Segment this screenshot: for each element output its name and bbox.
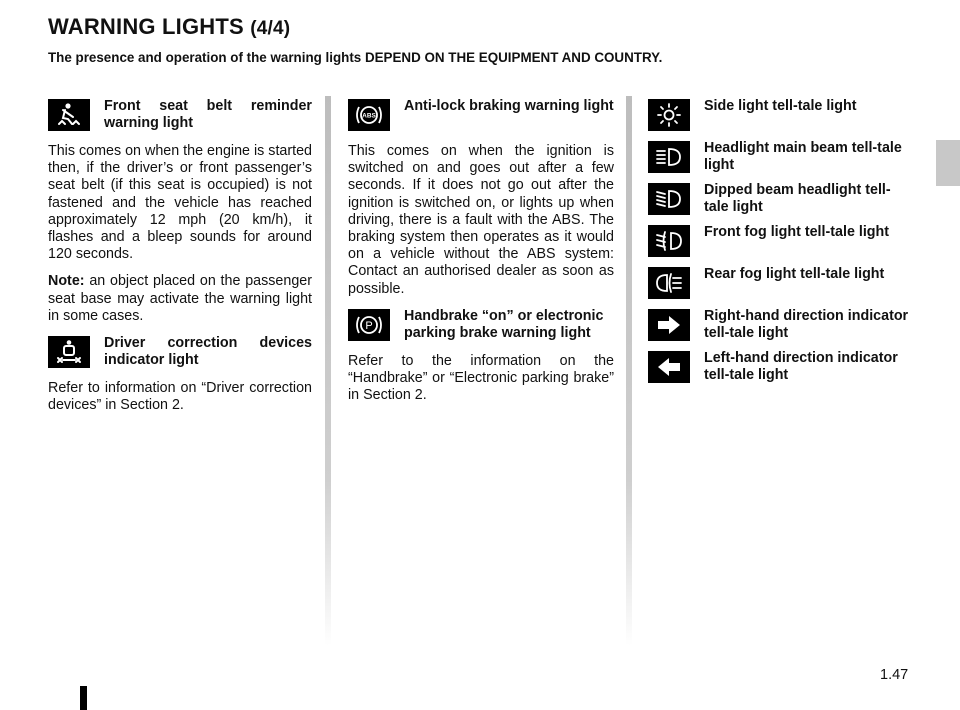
handbrake-entry bbox=[348, 308, 614, 343]
column-2 bbox=[348, 98, 614, 414]
page-part: (4/4) bbox=[250, 18, 291, 39]
seatbelt-entry bbox=[48, 98, 312, 133]
left-indicator-label: Left-hand direction indicator tell-tale light bbox=[704, 350, 898, 384]
abs-icon bbox=[348, 99, 390, 131]
seatbelt-note bbox=[48, 273, 312, 325]
handbrake-title: Handbrake “on” or electronic parking brake warning light bbox=[404, 307, 604, 342]
left-indicator-entry bbox=[648, 350, 914, 384]
driver-correction-entry bbox=[48, 335, 312, 370]
dipped-beam-label: Dipped beam headlight tell-tale light bbox=[704, 182, 891, 216]
page-subtitle: The presence and operation of the warning lights DEPEND ON THE EQUIPMENT AND COUNTRY. bbox=[48, 50, 663, 65]
page-number: 1.47 bbox=[880, 667, 909, 683]
column-divider-1 bbox=[325, 96, 331, 646]
column-1 bbox=[48, 98, 312, 424]
column-3 bbox=[648, 98, 914, 392]
note-label: Note: bbox=[48, 273, 85, 290]
front-fog-entry bbox=[648, 224, 914, 258]
handbrake-icon bbox=[348, 309, 390, 341]
side-light-entry bbox=[648, 98, 914, 132]
driver-correction-icon bbox=[48, 336, 90, 368]
side-light-label: Side light tell-tale light bbox=[704, 98, 857, 114]
seatbelt-icon bbox=[48, 99, 90, 131]
page-title bbox=[48, 14, 290, 40]
crop-mark bbox=[80, 686, 87, 710]
abs-text: This comes on when the ignition is switched on and goes out after a few seconds. If it does not go out after the ignition is switched on, or lights up when driving, there is a fault with the ABS. The braking system then operates as it would on a vehicle without the ABS system: Contact an authorised dealer as soon as possible. bbox=[348, 143, 614, 297]
right-arrow-icon bbox=[648, 309, 690, 341]
abs-entry bbox=[348, 98, 614, 133]
front-fog-label: Front fog light tell-tale light bbox=[704, 224, 890, 240]
abs-icon-text: ABS bbox=[362, 112, 376, 120]
handbrake-icon-text: P bbox=[365, 319, 373, 332]
dipped-beam-entry bbox=[648, 182, 914, 216]
main-beam-icon bbox=[648, 141, 690, 173]
driver-correction-title: Driver correction devices indicator light bbox=[104, 335, 312, 369]
rear-fog-entry bbox=[648, 266, 914, 300]
left-arrow-icon bbox=[648, 351, 690, 383]
column-divider-2 bbox=[626, 96, 632, 646]
page-title-text: WARNING LIGHTS bbox=[48, 14, 244, 39]
main-beam-entry bbox=[648, 140, 914, 174]
right-indicator-entry bbox=[648, 308, 914, 342]
front-fog-icon bbox=[648, 225, 690, 257]
note-text: an object placed on the passenger seat base may activate the warning light in some cases. bbox=[48, 273, 312, 324]
seatbelt-title: Front seat belt reminder warning light bbox=[104, 98, 312, 132]
rear-fog-icon bbox=[648, 267, 690, 299]
handbrake-text: Refer to the information on the “Handbrake” or “Electronic parking brake” in Section 2. bbox=[348, 352, 614, 404]
dipped-beam-icon bbox=[648, 183, 690, 215]
side-light-icon bbox=[648, 99, 690, 131]
section-tab bbox=[936, 140, 960, 186]
main-beam-label: Headlight main beam tell-tale light bbox=[704, 140, 902, 174]
rear-fog-label: Rear fog light tell-tale light bbox=[704, 266, 885, 282]
right-indicator-label: Right-hand direction indicator tell-tale light bbox=[704, 308, 909, 342]
driver-correction-text: Refer to information on “Driver correction devices” in Section 2. bbox=[48, 380, 312, 414]
seatbelt-text: This comes on when the engine is started then, if the driver’s or front passenger’s seat belt (if this seat is occupied) is not fastened and the vehicle has reached approximately 12 mph (20 km/h), it flashes and a bleep sounds for around 120 seconds. bbox=[48, 143, 312, 263]
abs-title: Anti-lock braking warning light bbox=[404, 98, 614, 114]
